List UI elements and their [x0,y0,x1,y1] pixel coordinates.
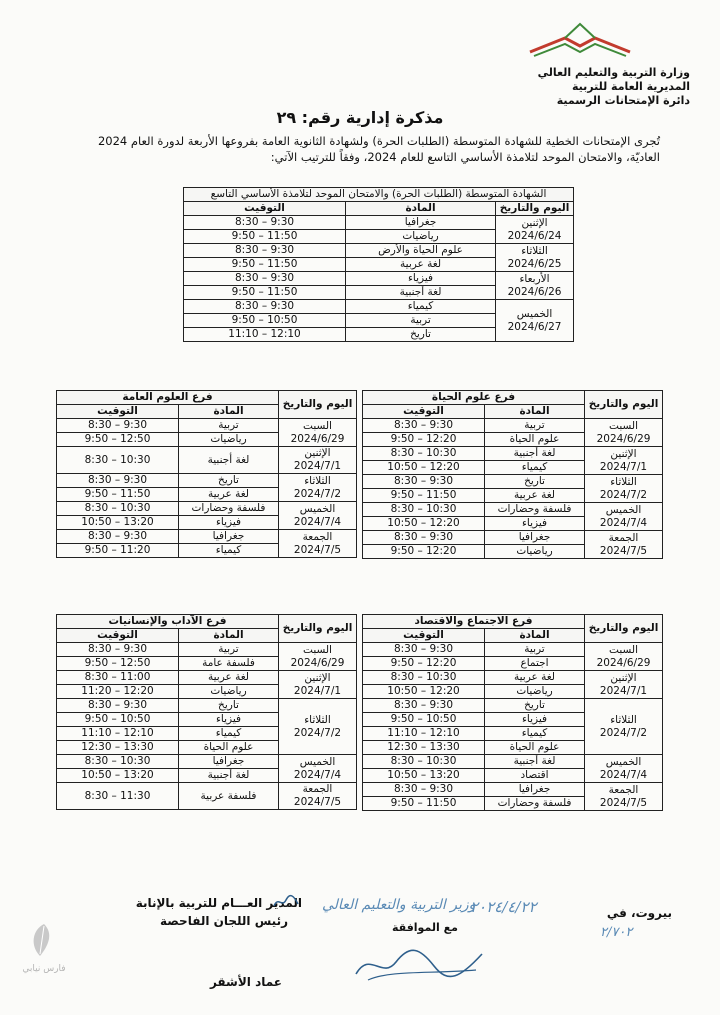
time-cell: 8:30 – 10:30 [363,755,485,769]
subject-cell: رياضيات [485,545,585,559]
subject-cell: رياضيات [485,685,585,699]
time-cell: 10:50 – 13:20 [57,516,179,530]
ministry-name: وزارة التربية والتعليم العالي [537,66,690,79]
time-cell: 9:50 – 10:50 [57,713,179,727]
day-date-cell [279,755,357,783]
exam-date: 2024/7/4 [599,768,648,781]
exam-date: 2024/7/5 [599,544,648,557]
header-day: اليوم والتاريخ [585,391,663,419]
header-subject: المادة [179,405,279,419]
humanities-table [56,614,357,810]
table-row [57,502,357,516]
subject-cell: جغرافيا [485,783,585,797]
time-cell: 8:30 – 9:30 [363,699,485,713]
table-caption: فرع العلوم العامة [57,391,279,405]
minister-signature [350,940,490,986]
subject-cell: تربية [485,419,585,433]
day-date-cell [496,244,574,272]
day-date-cell [585,503,663,531]
day-date-cell [585,475,663,503]
subject-cell: تربية [179,643,279,657]
time-cell: 9:50 – 11:50 [184,286,346,300]
life-sciences-table [362,390,663,559]
subject-cell: جغرافيا [346,216,496,230]
day-name: السبت [303,419,332,432]
subject-cell: فلسفة عامة [179,657,279,671]
day-name: الثلاثاء [610,475,637,488]
day-name: الإثنين [521,216,548,229]
time-cell: 9:50 – 11:50 [57,488,179,502]
exam-date: 2024/7/2 [599,726,648,739]
intro-paragraph: تُجرى الإمتحانات الخطية للشهادة المتوسطة (الطلبات الحرة) ولشهادة الثانوية العامة بفروعها الأربعة لدورة العام 2024 العاديّة، والامتحان الموحد لتلامذة الأساسي التاسع للعام 2024، وفقاً للترتيب الآتي: [97,134,660,164]
exam-date: 2024/7/4 [293,768,342,781]
watermark-logo [18,920,70,978]
subject-cell: تاريخ [346,328,496,342]
subject-cell: لغة عربية [485,671,585,685]
table-row [57,783,357,810]
table-row [57,755,357,769]
day-name: الخميس [299,755,336,768]
time-cell: 9:50 – 11:50 [184,230,346,244]
subject-cell: علوم الحياة [485,433,585,447]
exam-date: 2024/7/4 [293,515,342,528]
subject-cell: تاريخ [485,475,585,489]
day-date-cell [279,502,357,530]
day-date-cell [585,783,663,811]
time-cell: 9:50 – 10:50 [363,713,485,727]
exam-date: 2024/6/26 [507,285,562,298]
time-cell: 12:30 – 13:30 [57,741,179,755]
exam-date: 2024/7/1 [599,684,648,697]
exam-date: 2024/6/24 [507,229,562,242]
time-cell: 8:30 – 9:30 [57,474,179,488]
subject-cell: علوم الحياة والأرض [346,244,496,258]
exam-date: 2024/7/2 [293,726,342,739]
subject-cell: فيزياء [346,272,496,286]
header-time: التوقيت [363,405,485,419]
subject-cell: رياضيات [179,433,279,447]
time-cell: 8:30 – 9:30 [184,244,346,258]
time-cell: 9:50 – 11:20 [57,544,179,558]
committee-title: رئيس اللجان الفاحصة [159,914,288,928]
subject-cell: جغرافيا [179,755,279,769]
day-name: الجمعة [608,783,639,796]
table-row [57,699,357,713]
exam-date: 2024/7/2 [599,488,648,501]
subject-cell: لغة أجنبية [179,769,279,783]
table-row [363,503,663,517]
time-cell: 8:30 – 9:30 [184,272,346,286]
table-caption: فرع الآداب والإنسانيات [57,615,279,629]
subject-cell: اقتصاد [485,769,585,783]
time-cell: 9:50 – 11:50 [363,797,485,811]
subject-cell: فيزياء [485,713,585,727]
table-header-row [184,202,574,216]
directorate-name: المديرية العامة للتربية [571,80,690,93]
day-date-cell [585,419,663,447]
time-cell: 11:10 – 12:10 [184,328,346,342]
exam-date: 2024/6/29 [290,432,345,445]
table-row [363,447,663,461]
feather-icon [18,920,70,960]
table-caption: الشهادة المتوسطة (الطلبات الحرة) والامتحان الموحد لتلامذة الأساسي التاسع [184,188,574,202]
header-day: اليوم والتاريخ [279,391,357,419]
time-cell: 8:30 – 9:30 [363,419,485,433]
day-name: الخميس [516,307,553,320]
table-caption-row [184,188,574,202]
day-name: الأربعاء [519,272,550,285]
memo-title: مذكرة إدارية رقم: ٢٩ [276,108,444,127]
table-row [363,475,663,489]
subject-cell: جغرافيا [179,530,279,544]
subject-cell: لغة عربية [346,258,496,272]
day-date-cell [279,530,357,558]
table-row [363,755,663,769]
day-name: السبت [609,643,638,656]
subject-cell: تاريخ [179,699,279,713]
subject-cell: علوم الحياة [485,741,585,755]
day-name: الثلاثاء [610,713,637,726]
subject-cell: فيزياء [179,713,279,727]
table-row [363,783,663,797]
time-cell: 10:50 – 12:20 [363,461,485,475]
director-title: المدير العـــام للتربية بالإنابة [135,896,302,910]
time-cell: 9:50 – 12:50 [57,433,179,447]
day-date-cell [585,671,663,699]
table-row [363,671,663,685]
header-time: التوقيت [184,202,346,216]
exam-date: 2024/6/27 [507,320,562,333]
subject-cell: كيمياء [179,727,279,741]
time-cell: 8:30 – 10:30 [57,447,179,474]
day-date-cell [585,447,663,475]
exam-date: 2024/7/4 [599,516,648,529]
header-subject: المادة [485,405,585,419]
time-cell: 8:30 – 9:30 [363,783,485,797]
day-date-cell [585,531,663,559]
day-name: السبت [609,419,638,432]
header-time: التوقيت [363,629,485,643]
table-row [363,643,663,657]
reference-number: ٢/٧٠٢ [600,925,633,940]
table-row [57,474,357,488]
table-row [184,272,574,286]
director-name: عماد الأشقر [209,975,282,989]
time-cell: 8:30 – 9:30 [184,216,346,230]
time-cell: 8:30 – 9:30 [57,419,179,433]
header-subject: المادة [346,202,496,216]
exam-date: 2024/6/29 [596,656,651,669]
subject-cell: تربية [485,643,585,657]
day-date-cell [585,755,663,783]
time-cell: 8:30 – 10:30 [57,502,179,516]
time-cell: 9:50 – 11:50 [363,489,485,503]
day-date-cell [585,643,663,671]
exam-date: 2024/6/29 [290,656,345,669]
exam-date: 2024/7/5 [293,796,342,808]
subject-cell: كيمياء [485,461,585,475]
exam-date: 2024/6/29 [596,432,651,445]
day-name: الثلاثاء [304,474,331,487]
subject-cell: فلسفة وحضارات [485,797,585,811]
day-name: الجمعة [608,531,639,544]
day-date-cell [279,419,357,447]
time-cell: 8:30 – 9:30 [57,699,179,713]
time-cell: 10:50 – 12:20 [363,517,485,531]
table-row [57,419,357,433]
day-name: الخميس [605,503,642,516]
day-name: الإثنين [610,671,637,684]
table-row [57,671,357,685]
day-date-cell [279,783,357,810]
time-cell: 10:50 – 13:20 [57,769,179,783]
table-row [184,244,574,258]
subject-cell: كيمياء [346,300,496,314]
place-date-label: بيروت، في [606,906,672,920]
time-cell: 8:30 – 10:30 [363,503,485,517]
header-day: اليوم والتاريخ [585,615,663,643]
day-date-cell [279,699,357,755]
subject-cell: تربية [179,419,279,433]
table-caption-row [363,615,663,629]
time-cell: 9:50 – 12:20 [363,657,485,671]
exam-date: 2024/6/25 [507,257,562,270]
subject-cell: لغة أجنبية [179,447,279,474]
day-date-cell [496,272,574,300]
header-subject: المادة [179,629,279,643]
subject-cell: تربية [346,314,496,328]
day-date-cell [279,671,357,699]
time-cell: 8:30 – 9:30 [57,643,179,657]
time-cell: 11:20 – 12:20 [57,685,179,699]
time-cell: 9:50 – 10:50 [184,314,346,328]
subject-cell: تاريخ [485,699,585,713]
table-caption-row [57,615,357,629]
table-caption: فرع الاجتماع والاقتصاد [363,615,585,629]
header-time: التوقيت [57,405,179,419]
day-date-cell [496,216,574,244]
table-row [363,419,663,433]
subject-cell: لغة أجنبية [485,447,585,461]
subject-cell: فيزياء [485,517,585,531]
time-cell: 9:50 – 11:50 [184,258,346,272]
time-cell: 8:30 – 9:30 [184,300,346,314]
time-cell: 8:30 – 9:30 [363,475,485,489]
watermark-text: فارس نيابي [22,964,66,974]
day-name: الجمعة [302,530,333,543]
approval-text: مع الموافقة [392,921,458,934]
day-date-cell [279,643,357,671]
subject-cell: كيمياء [485,727,585,741]
day-name: الجمعة [302,783,333,795]
table-caption-row [57,391,357,405]
subject-cell: جغرافيا [485,531,585,545]
exam-date: 2024/7/2 [293,487,342,500]
handwritten-date: ٢٠٢٤/٤/٢٢ [470,898,537,916]
time-cell: 8:30 – 11:00 [57,671,179,685]
day-name: الإثنين [304,671,331,684]
exam-date: 2024/7/1 [599,460,648,473]
day-name: الإثنين [610,447,637,460]
subject-cell: تاريخ [179,474,279,488]
time-cell: 8:30 – 9:30 [57,530,179,544]
subject-cell: لغة أجنبية [485,755,585,769]
initials-mark [272,894,300,910]
exam-date: 2024/7/1 [293,460,342,472]
exam-date: 2024/7/5 [599,796,648,809]
day-name: الخميس [605,755,642,768]
subject-cell: اجتماع [485,657,585,671]
subject-cell: لغة عربية [485,489,585,503]
day-name: الثلاثاء [521,244,548,257]
department-name: دائرة الإمتحانات الرسمية [556,94,690,107]
subject-cell: علوم الحياة [179,741,279,755]
time-cell: 11:10 – 12:10 [57,727,179,741]
time-cell: 8:30 – 11:30 [57,783,179,810]
time-cell: 9:50 – 12:20 [363,545,485,559]
subject-cell: فلسفة عربية [179,783,279,810]
time-cell: 8:30 – 9:30 [363,643,485,657]
minister-line: وزير التربية والتعليم العالي [322,897,476,913]
time-cell: 9:50 – 12:50 [57,657,179,671]
subject-cell: فلسفة وحضارات [179,502,279,516]
subject-cell: لغة أجنبية [346,286,496,300]
table-row [363,531,663,545]
brevet-schedule-table [183,187,574,342]
time-cell: 11:10 – 12:10 [363,727,485,741]
day-date-cell [496,300,574,342]
table-row [57,447,357,474]
table-caption-row [363,391,663,405]
subject-cell: رياضيات [179,685,279,699]
table-row [57,643,357,657]
ministry-logo [520,16,640,60]
time-cell: 9:50 – 12:20 [363,433,485,447]
day-name: الثلاثاء [304,713,331,726]
day-name: السبت [303,643,332,656]
time-cell: 10:50 – 13:20 [363,769,485,783]
table-row [184,216,574,230]
table-row [363,699,663,713]
subject-cell: فيزياء [179,516,279,530]
table-caption: فرع علوم الحياة [363,391,585,405]
exam-date: 2024/7/1 [293,684,342,697]
day-name: الإثنين [304,447,331,459]
subject-cell: لغة عربية [179,671,279,685]
day-date-cell [585,699,663,755]
exam-date: 2024/7/5 [293,543,342,556]
time-cell: 8:30 – 9:30 [363,531,485,545]
time-cell: 10:50 – 12:20 [363,685,485,699]
time-cell: 8:30 – 10:30 [363,447,485,461]
table-row [184,300,574,314]
time-cell: 8:30 – 10:30 [363,671,485,685]
day-name: الخميس [299,502,336,515]
subject-cell: لغة عربية [179,488,279,502]
subject-cell: رياضيات [346,230,496,244]
header-day: اليوم والتاريخ [496,202,574,216]
day-date-cell [279,447,357,474]
day-date-cell [279,474,357,502]
sociology-economics-table [362,614,663,811]
time-cell: 12:30 – 13:30 [363,741,485,755]
subject-cell: فلسفة وحضارات [485,503,585,517]
header-time: التوقيت [57,629,179,643]
header-day: اليوم والتاريخ [279,615,357,643]
time-cell: 8:30 – 10:30 [57,755,179,769]
table-row [57,530,357,544]
header-subject: المادة [485,629,585,643]
subject-cell: كيمياء [179,544,279,558]
general-sciences-table [56,390,357,558]
